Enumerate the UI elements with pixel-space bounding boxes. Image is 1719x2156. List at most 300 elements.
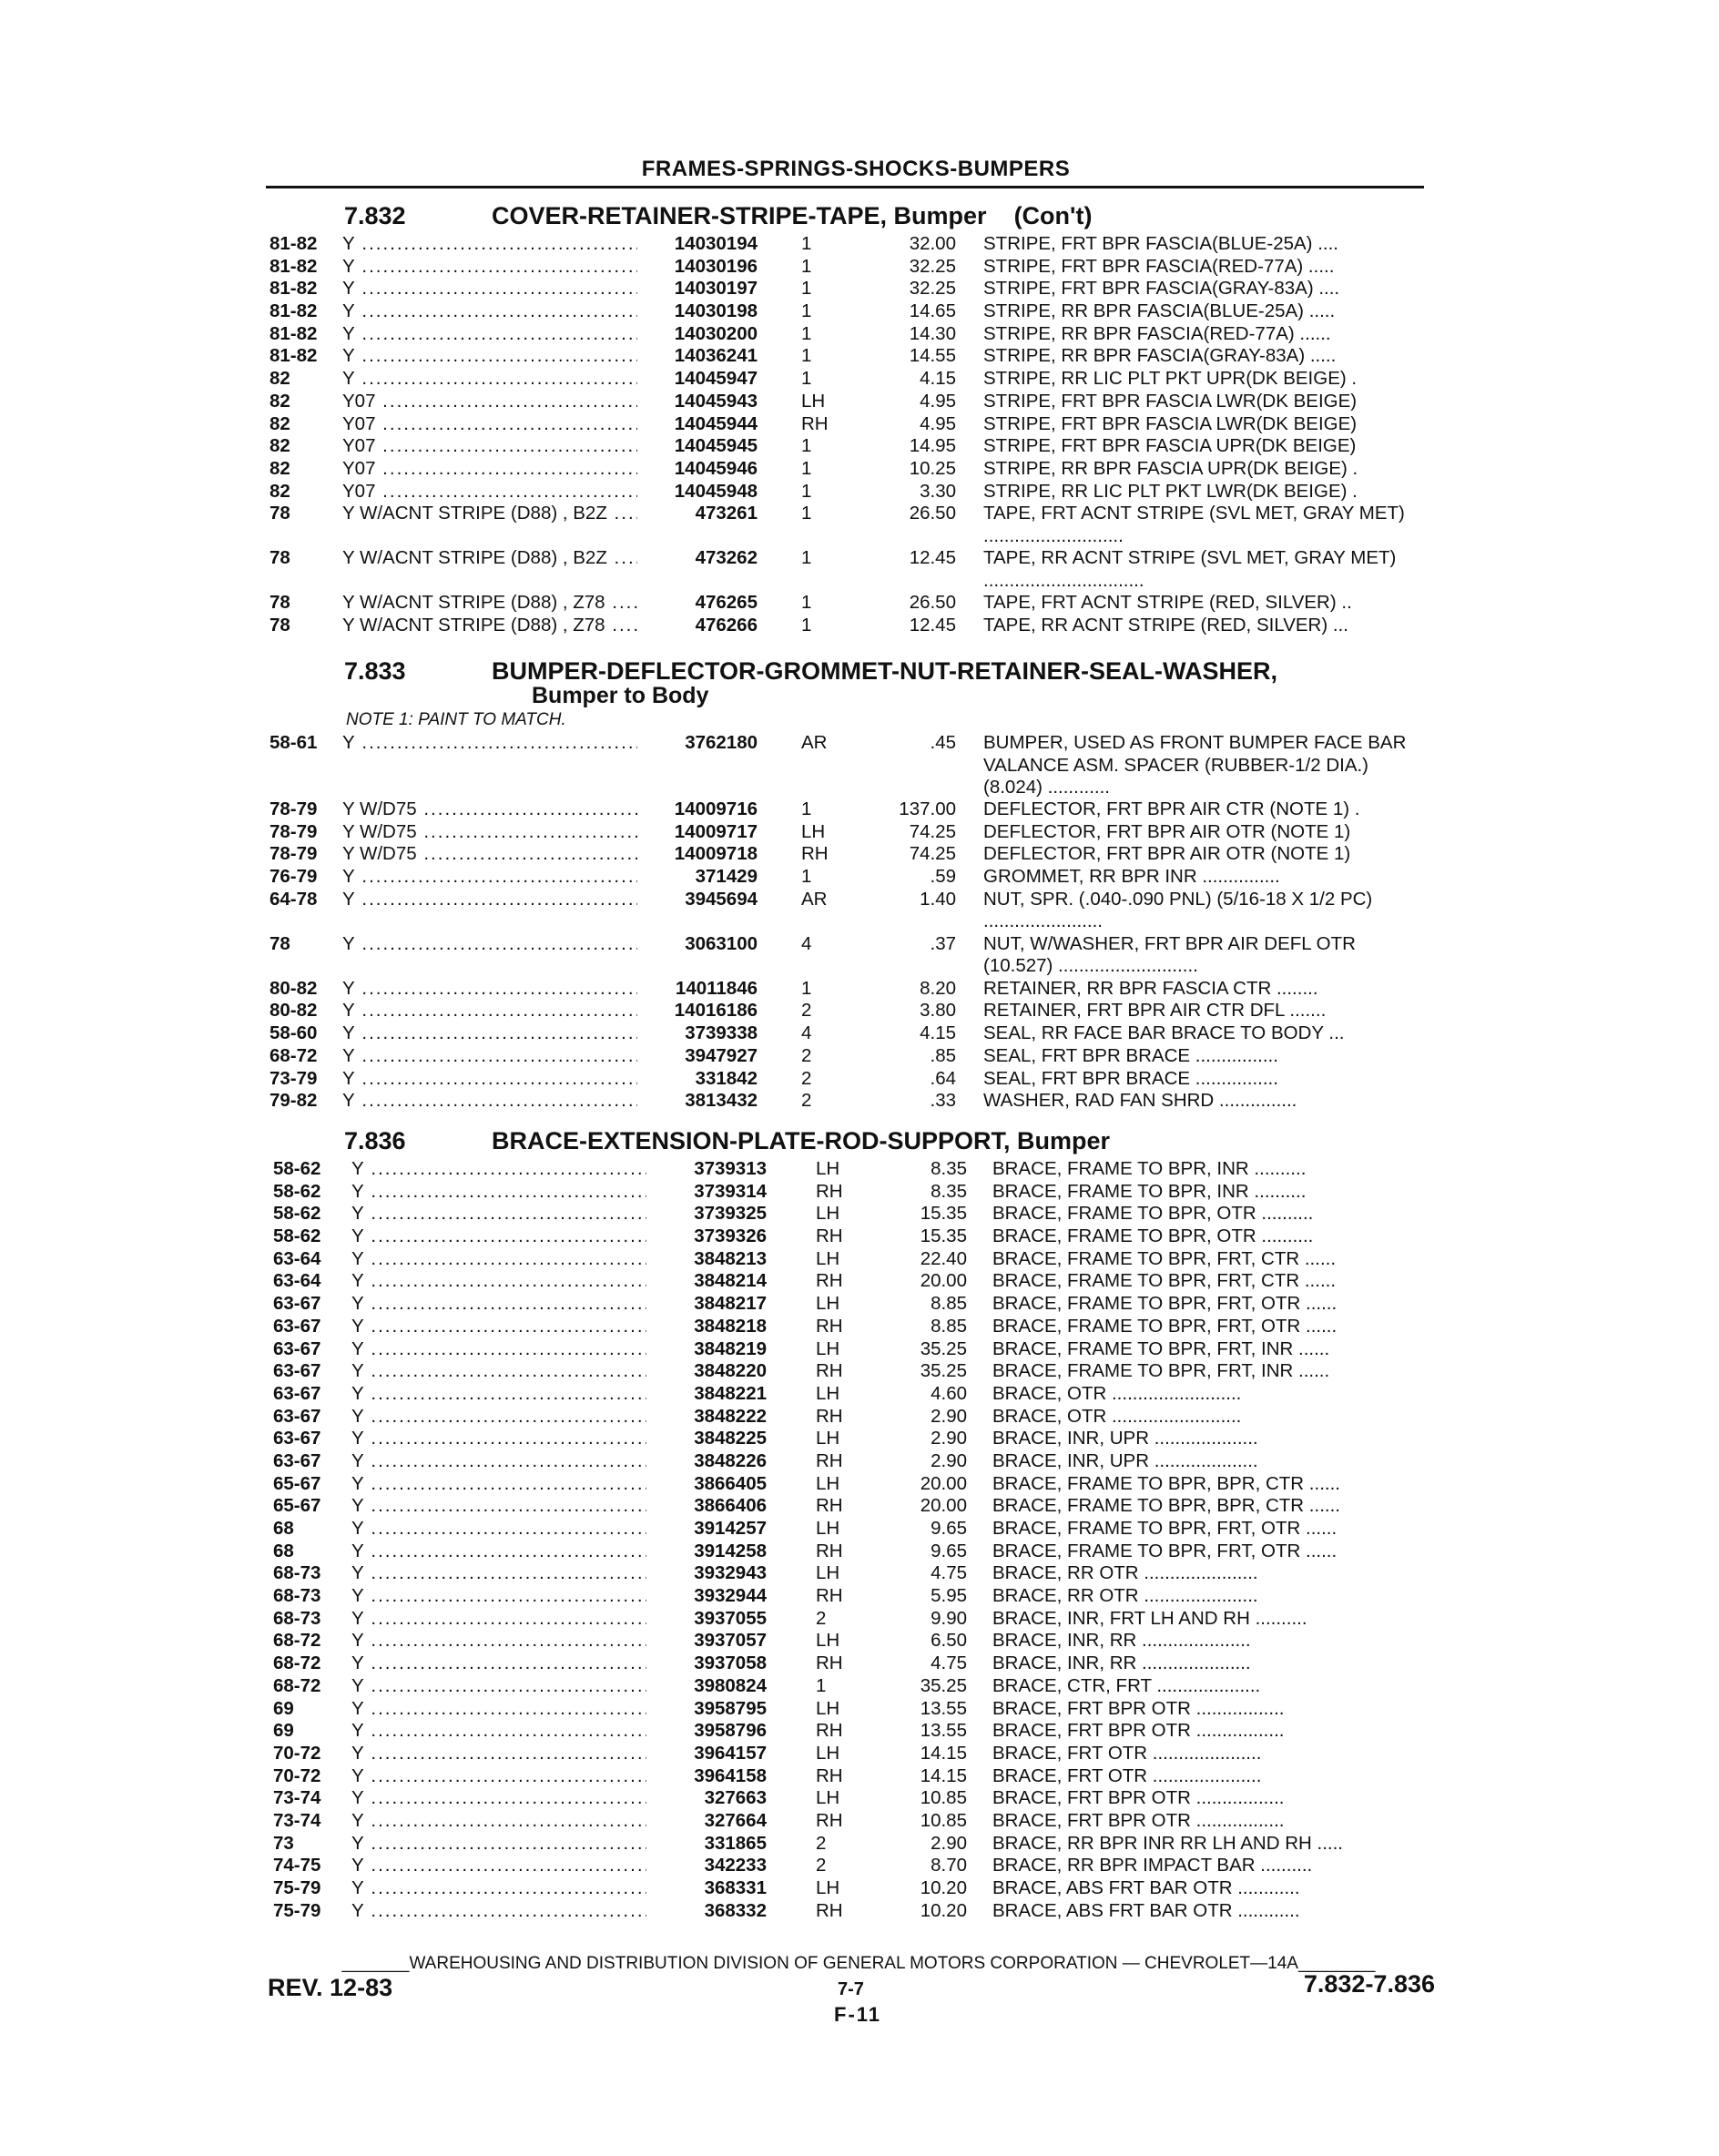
model-cell: Y ..... [351, 1473, 688, 1495]
model-cell: Y ..... [351, 1877, 688, 1899]
price-cell: 10.20 [920, 1877, 967, 1898]
table-row [0, 1698, 1719, 1721]
price-cell: 2.90 [931, 1832, 967, 1854]
year-cell: 63-67 [273, 1405, 321, 1427]
description-cell: STRIPE, FRT BPR FASCIA(GRAY-83A) .... [983, 278, 1340, 300]
description-cell: TAPE, RR ACNT STRIPE (SVL MET, GRAY MET) ............................... [983, 547, 1397, 591]
year-cell: 63-67 [273, 1382, 321, 1404]
part-number-cell: 3937055 [646, 1608, 767, 1630]
description-cell: BRACE, INR, UPR .................... [992, 1428, 1258, 1449]
description-cell: SEAL, RR FACE BAR BRACE TO BODY ... [983, 1022, 1345, 1044]
quantity-cell: RH [816, 1720, 843, 1742]
table-row [0, 1428, 1719, 1450]
price-cell: 8.35 [931, 1158, 967, 1179]
parts-list [0, 1158, 1719, 1922]
model-cell: Y ..... [351, 1203, 688, 1225]
table-row [0, 1562, 1719, 1585]
model-cell: Y ..... [351, 1158, 688, 1180]
year-cell: 81-82 [270, 278, 318, 300]
price-cell: .33 [930, 1090, 956, 1112]
part-number-cell: 14030200 [637, 323, 758, 345]
description-cell: STRIPE, FRT BPR FASCIA(RED-77A) ..... [983, 255, 1335, 277]
part-number-cell: 3947927 [637, 1045, 758, 1067]
model-cell: Y07 ..... [342, 458, 679, 480]
price-cell: 8.85 [931, 1315, 967, 1337]
price-cell: 12.45 [909, 614, 956, 636]
description-cell: GROMMET, RR BPR INR ............... [983, 866, 1280, 888]
description-cell: DEFLECTOR, FRT BPR AIR OTR (NOTE 1) [983, 820, 1351, 842]
description-cell: STRIPE, RR BPR FASCIA(GRAY-83A) ..... [983, 345, 1337, 367]
price-cell: 26.50 [909, 592, 956, 614]
year-cell: 82 [270, 480, 290, 502]
quantity-cell: 2 [816, 1832, 827, 1854]
table-row [0, 1810, 1719, 1833]
model-cell: Y ..... [342, 866, 679, 888]
year-cell: 73-74 [273, 1787, 321, 1809]
quantity-cell: RH [816, 1899, 843, 1921]
model-cell: Y ..... [351, 1518, 688, 1540]
part-number-cell: 3980824 [646, 1675, 767, 1697]
footer-group-range: 7.832-7.836 [1303, 1970, 1435, 1998]
year-cell: 75-79 [273, 1877, 321, 1898]
quantity-cell: 4 [801, 932, 812, 954]
model-cell: Y ..... [351, 1900, 688, 1922]
year-cell: 68-72 [273, 1674, 321, 1696]
price-cell: 3.80 [920, 1000, 956, 1022]
price-cell: 20.00 [920, 1495, 967, 1517]
year-cell: 68-73 [273, 1607, 321, 1629]
title-rule [266, 186, 1424, 188]
year-cell: 81-82 [270, 345, 318, 367]
quantity-cell: 4 [801, 1022, 812, 1044]
price-cell: 15.35 [920, 1225, 967, 1247]
quantity-cell: RH [816, 1405, 843, 1427]
table-row [0, 368, 1719, 391]
model-cell: Y ..... [351, 1630, 688, 1652]
table-row [0, 1000, 1719, 1022]
section-title: BUMPER-DEFLECTOR-GROMMET-NUT-RETAINER-SEAL-WASHER, [492, 657, 1277, 685]
model-cell: Y ..... [351, 1270, 688, 1292]
table-row [0, 1181, 1719, 1204]
footer-division-line: _______WAREHOUSING AND DISTRIBUTION DIVISION OF GENERAL MOTORS CORPORATION — CHEVROLET—14A________ [341, 1954, 1376, 1973]
section-7-833 [0, 657, 1719, 1113]
model-cell: Y ..... [342, 278, 679, 300]
year-cell: 65-67 [273, 1495, 321, 1517]
price-cell: 32.25 [909, 255, 956, 277]
quantity-cell: 2 [816, 1607, 827, 1629]
price-cell: 14.15 [920, 1742, 967, 1764]
year-cell: 78 [270, 932, 290, 954]
model-cell: Y ..... [351, 1765, 688, 1787]
model-cell: Y ..... [351, 1585, 688, 1607]
price-cell: 74.25 [909, 820, 956, 842]
part-number-cell: 3945694 [637, 889, 758, 910]
table-row [0, 278, 1719, 300]
year-cell: 63-67 [273, 1337, 321, 1359]
year-cell: 63-64 [273, 1270, 321, 1292]
part-number-cell: 3914258 [646, 1541, 767, 1562]
year-cell: 78 [270, 614, 290, 636]
model-cell: Y ..... [351, 1653, 688, 1674]
quantity-cell: AR [801, 888, 828, 910]
table-row [0, 1473, 1719, 1496]
price-cell: 2.90 [931, 1428, 967, 1449]
table-row [0, 1383, 1719, 1406]
price-cell: 1.40 [920, 888, 956, 910]
table-row [0, 413, 1719, 436]
description-cell: STRIPE, RR BPR FASCIA(BLUE-25A) ..... [983, 300, 1336, 322]
table-row [0, 889, 1719, 933]
part-number-cell: 14045943 [637, 391, 758, 412]
table-row [0, 435, 1719, 458]
part-number-cell: 3866405 [646, 1473, 767, 1495]
model-cell: Y ..... [351, 1675, 688, 1697]
table-row [0, 1675, 1719, 1698]
part-number-cell: 3958795 [646, 1698, 767, 1720]
description-cell: NUT, W/WASHER, FRT BPR AIR DEFL OTR (10.527) ........................... [983, 932, 1356, 977]
description-cell: STRIPE, RR BPR FASCIA UPR(DK BEIGE) . [983, 457, 1358, 479]
model-cell: Y ..... [342, 933, 679, 955]
quantity-cell: 1 [801, 977, 812, 999]
part-number-cell: 3813432 [637, 1090, 758, 1112]
description-cell: BRACE, FRAME TO BPR, INR .......... [992, 1158, 1307, 1179]
model-cell: Y ..... [342, 1022, 679, 1044]
price-cell: .59 [930, 866, 956, 888]
description-cell: BRACE, RR BPR INR RR LH AND RH ..... [992, 1832, 1344, 1854]
quantity-cell: 1 [801, 592, 812, 614]
part-number-cell: 476265 [637, 592, 758, 614]
description-cell: DEFLECTOR, FRT BPR AIR OTR (NOTE 1) [983, 843, 1351, 865]
price-cell: 13.55 [920, 1720, 967, 1742]
description-cell: STRIPE, RR LIC PLT PKT LWR(DK BEIGE) . [983, 480, 1358, 502]
model-cell: Y07 ..... [342, 435, 679, 457]
price-cell: 6.50 [931, 1630, 967, 1652]
year-cell: 58-62 [273, 1180, 321, 1202]
parts-list [0, 233, 1719, 637]
model-cell: Y W/ACNT STRIPE (D88) , Z78 ..... [342, 615, 679, 636]
part-number-cell: 327663 [646, 1787, 767, 1809]
year-cell: 63-67 [273, 1293, 321, 1315]
price-cell: 12.45 [909, 547, 956, 569]
table-row [0, 1406, 1719, 1429]
part-number-cell: 3848219 [646, 1338, 767, 1360]
year-cell: 63-67 [273, 1428, 321, 1449]
part-number-cell: 3848214 [646, 1270, 767, 1292]
price-cell: 14.30 [909, 322, 956, 344]
footer-page-number: 7-7 [838, 1979, 864, 1999]
part-number-cell: 14030194 [637, 233, 758, 255]
table-row [0, 1833, 1719, 1856]
table-row [0, 732, 1719, 798]
year-cell: 74-75 [273, 1855, 321, 1876]
price-cell: .85 [930, 1044, 956, 1066]
part-number-cell: 473261 [637, 503, 758, 524]
description-cell: TAPE, FRT ACNT STRIPE (SVL MET, GRAY MET) ........................... [983, 503, 1405, 546]
year-cell: 64-78 [270, 888, 318, 910]
year-cell: 68-73 [273, 1562, 321, 1584]
section-number: 7.833 [344, 657, 406, 685]
quantity-cell: RH [801, 412, 829, 434]
part-number-cell: 3739338 [637, 1022, 758, 1044]
year-cell: 58-62 [273, 1203, 321, 1225]
description-cell: BRACE, ABS FRT BAR OTR ............ [992, 1899, 1300, 1921]
description-cell: WASHER, RAD FAN SHRD ............... [983, 1090, 1297, 1112]
description-cell: BRACE, FRAME TO BPR, FRT, INR ...... [992, 1360, 1330, 1382]
description-cell: BRACE, FRAME TO BPR, FRT, OTR ...... [992, 1315, 1338, 1337]
price-cell: 20.00 [920, 1472, 967, 1494]
quantity-cell: RH [816, 1180, 843, 1202]
description-cell: BRACE, RR OTR ...................... [992, 1562, 1258, 1584]
part-number-cell: 3932943 [646, 1562, 767, 1584]
model-cell: Y ..... [342, 889, 679, 910]
model-cell: Y ..... [342, 1090, 679, 1112]
quantity-cell: RH [816, 1653, 843, 1674]
part-number-cell: 368332 [646, 1900, 767, 1922]
description-cell: BRACE, FRAME TO BPR, OTR .......... [992, 1225, 1314, 1247]
part-number-cell: 473262 [637, 547, 758, 569]
description-cell: BRACE, FRAME TO BPR, OTR .......... [992, 1203, 1314, 1225]
quantity-cell: 1 [801, 233, 812, 254]
table-row [0, 1158, 1719, 1181]
parts-list [0, 732, 1719, 1113]
section-number: 7.832 [344, 202, 406, 229]
year-cell: 68 [273, 1540, 294, 1561]
model-cell: Y W/D75 ..... [342, 798, 679, 820]
part-number-cell: 3914257 [646, 1518, 767, 1540]
price-cell: 2.90 [931, 1405, 967, 1427]
quantity-cell: LH [816, 1877, 840, 1898]
price-cell: 35.25 [920, 1674, 967, 1696]
part-number-cell: 327664 [646, 1810, 767, 1832]
footer-f-page: F-11 [834, 2003, 882, 2026]
section-subtitle: Bumper to Body [532, 683, 709, 708]
quantity-cell: RH [816, 1449, 843, 1471]
quantity-cell: 1 [801, 345, 812, 367]
price-cell: 2.90 [931, 1449, 967, 1471]
description-cell: BRACE, FRT OTR ..................... [992, 1764, 1262, 1786]
model-cell: Y ..... [351, 1225, 688, 1247]
table-row [0, 1293, 1719, 1316]
model-cell: Y ..... [342, 345, 679, 367]
part-number-cell: 3848221 [646, 1383, 767, 1405]
model-cell: Y ..... [351, 1720, 688, 1742]
quantity-cell: LH [801, 820, 826, 842]
table-row [0, 1877, 1719, 1900]
description-cell: NUT, SPR. (.040-.090 PNL) (5/16-18 X 1/2 PC) ....................... [983, 888, 1373, 932]
year-cell: 80-82 [270, 977, 318, 999]
quantity-cell: LH [816, 1787, 840, 1809]
model-cell: Y ..... [351, 1316, 688, 1337]
table-row [0, 458, 1719, 481]
price-cell: 26.50 [909, 503, 956, 524]
quantity-cell: 1 [801, 278, 812, 300]
price-cell: 4.75 [931, 1562, 967, 1584]
price-cell: 14.95 [909, 435, 956, 457]
table-row [0, 547, 1719, 592]
table-row [0, 978, 1719, 1001]
model-cell: Y07 ..... [342, 481, 679, 503]
model-cell: Y ..... [351, 1450, 688, 1472]
part-number-cell: 3964157 [646, 1743, 767, 1764]
year-cell: 82 [270, 390, 290, 412]
part-number-cell: 3848225 [646, 1428, 767, 1449]
year-cell: 78 [270, 547, 290, 569]
year-cell: 63-64 [273, 1247, 321, 1269]
table-row [0, 1045, 1719, 1068]
year-cell: 68-72 [273, 1630, 321, 1652]
quantity-cell: 2 [801, 1044, 812, 1066]
year-cell: 78-79 [270, 798, 318, 819]
year-cell: 68-72 [273, 1653, 321, 1674]
part-number-cell: 3848222 [646, 1406, 767, 1428]
section-header [0, 202, 1719, 233]
description-cell: STRIPE, FRT BPR FASCIA LWR(DK BEIGE) [983, 412, 1358, 434]
part-number-cell: 3932944 [646, 1585, 767, 1607]
part-number-cell: 476266 [637, 615, 758, 636]
price-cell: 14.15 [920, 1764, 967, 1786]
year-cell: 68-73 [273, 1585, 321, 1607]
quantity-cell: LH [816, 1562, 840, 1584]
model-cell: Y W/D75 ..... [342, 843, 679, 865]
year-cell: 63-67 [273, 1360, 321, 1382]
year-cell: 82 [270, 412, 290, 434]
description-cell: STRIPE, FRT BPR FASCIA(BLUE-25A) .... [983, 233, 1338, 254]
model-cell: Y ..... [342, 1068, 679, 1090]
quantity-cell: 1 [801, 866, 812, 888]
table-row [0, 323, 1719, 346]
model-cell: Y ..... [351, 1383, 688, 1405]
price-cell: 137.00 [899, 798, 956, 819]
quantity-cell: LH [816, 1382, 840, 1404]
quantity-cell: LH [816, 1293, 840, 1315]
table-row [0, 798, 1719, 821]
model-cell: Y ..... [351, 1495, 688, 1517]
model-cell: Y ..... [342, 978, 679, 1000]
quantity-cell: LH [816, 1158, 840, 1179]
table-row [0, 1541, 1719, 1563]
year-cell: 68 [273, 1518, 294, 1539]
part-number-cell: 3739314 [646, 1181, 767, 1203]
model-cell: Y ..... [342, 256, 679, 278]
part-number-cell: 14036241 [637, 345, 758, 367]
description-cell: BRACE, ABS FRT BAR OTR ............ [992, 1877, 1300, 1898]
part-number-cell: 14045947 [637, 368, 758, 390]
year-cell: 78 [270, 592, 290, 614]
table-row [0, 1653, 1719, 1675]
price-cell: 35.25 [920, 1337, 967, 1359]
year-cell: 81-82 [270, 233, 318, 254]
model-cell: Y W/D75 ..... [342, 821, 679, 843]
quantity-cell: LH [816, 1472, 840, 1494]
year-cell: 81-82 [270, 322, 318, 344]
price-cell: 14.55 [909, 345, 956, 367]
year-cell: 65-67 [273, 1472, 321, 1494]
table-row [0, 933, 1719, 978]
quantity-cell: 1 [801, 457, 812, 479]
section-number: 7.836 [344, 1127, 406, 1154]
description-cell: STRIPE, RR LIC PLT PKT UPR(DK BEIGE) . [983, 368, 1358, 390]
quantity-cell: 1 [801, 503, 812, 524]
year-cell: 63-67 [273, 1449, 321, 1471]
year-cell: 73-79 [270, 1067, 318, 1089]
price-cell: 9.65 [931, 1518, 967, 1539]
description-cell: BRACE, FRAME TO BPR, FRT, OTR ...... [992, 1540, 1338, 1561]
quantity-cell: LH [816, 1630, 840, 1652]
model-cell: Y ..... [342, 368, 679, 390]
quantity-cell: 1 [801, 255, 812, 277]
quantity-cell: LH [816, 1428, 840, 1449]
price-cell: 15.35 [920, 1203, 967, 1225]
table-row [0, 1720, 1719, 1743]
table-row [0, 1225, 1719, 1248]
description-cell: BRACE, FRAME TO BPR, FRT, CTR ...... [992, 1270, 1337, 1292]
description-cell: BRACE, FRT BPR OTR ................. [992, 1809, 1285, 1831]
part-number-cell: 3866406 [646, 1495, 767, 1517]
price-cell: 8.85 [931, 1293, 967, 1315]
part-number-cell: 3762180 [637, 732, 758, 754]
price-cell: 4.75 [931, 1653, 967, 1674]
part-number-cell: 14009718 [637, 843, 758, 865]
model-cell: Y ..... [351, 1293, 688, 1315]
part-number-cell: 14030197 [637, 278, 758, 300]
year-cell: 58-61 [270, 732, 318, 753]
price-cell: 10.85 [920, 1809, 967, 1831]
quantity-cell: RH [816, 1585, 843, 1607]
table-row [0, 592, 1719, 615]
section-note: NOTE 1: PAINT TO MATCH. [346, 710, 566, 729]
table-row [0, 1765, 1719, 1788]
part-number-cell: 3739326 [646, 1225, 767, 1247]
model-cell: Y ..... [351, 1248, 688, 1270]
year-cell: 58-62 [273, 1225, 321, 1247]
part-number-cell: 3964158 [646, 1765, 767, 1787]
model-cell: Y ..... [342, 732, 679, 754]
quantity-cell: LH [816, 1518, 840, 1539]
part-number-cell: 3848220 [646, 1360, 767, 1382]
year-cell: 73 [273, 1832, 294, 1854]
model-cell: Y ..... [351, 1406, 688, 1428]
quantity-cell: RH [816, 1764, 843, 1786]
quantity-cell: RH [816, 1225, 843, 1247]
part-number-cell: 3848218 [646, 1316, 767, 1337]
table-row [0, 1022, 1719, 1045]
table-row [0, 1270, 1719, 1293]
table-row [0, 1855, 1719, 1877]
quantity-cell: 1 [801, 368, 812, 390]
year-cell: 58-60 [270, 1022, 318, 1044]
quantity-cell: 2 [801, 1000, 812, 1022]
description-cell: TAPE, FRT ACNT STRIPE (RED, SILVER) .. [983, 592, 1352, 614]
price-cell: 74.25 [909, 843, 956, 865]
price-cell: 35.25 [920, 1360, 967, 1382]
part-number-cell: 3937058 [646, 1653, 767, 1674]
section-header [0, 657, 1719, 710]
table-row [0, 1450, 1719, 1473]
model-cell: Y ..... [351, 1810, 688, 1832]
price-cell: 32.25 [909, 278, 956, 300]
part-number-cell: 14009717 [637, 821, 758, 843]
description-cell: STRIPE, FRT BPR FASCIA UPR(DK BEIGE) [983, 435, 1357, 457]
part-number-cell: 3958796 [646, 1720, 767, 1742]
table-row [0, 1608, 1719, 1631]
quantity-cell: 2 [801, 1090, 812, 1112]
description-cell: DEFLECTOR, FRT BPR AIR CTR (NOTE 1) . [983, 798, 1360, 819]
price-cell: .45 [930, 732, 956, 753]
table-row [0, 1518, 1719, 1541]
year-cell: 82 [270, 457, 290, 479]
year-cell: 78-79 [270, 820, 318, 842]
part-number-cell: 3739313 [646, 1158, 767, 1180]
